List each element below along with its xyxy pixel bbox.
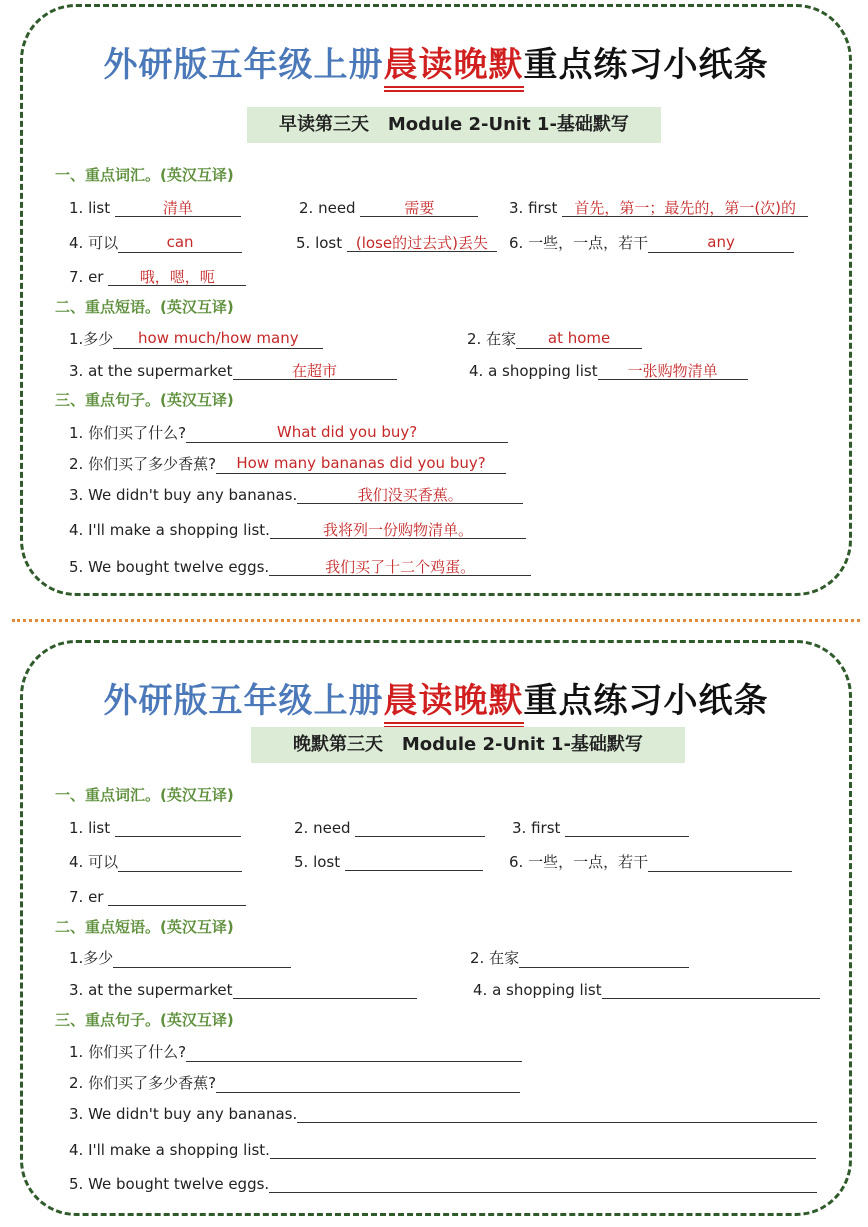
title-part-red: 晨读晚默	[384, 45, 524, 92]
answer-blank[interactable]: 首先，第一；最先的，第一(次)的	[562, 197, 808, 217]
sentence-prompt: 5. We bought twelve eggs.	[69, 558, 270, 576]
vocab-item	[299, 197, 478, 217]
sentence-prompt: 2. 你们买了多少香蕉?	[69, 1074, 217, 1092]
vocab-item	[69, 232, 242, 253]
phrase-prompt: 2. 在家	[467, 330, 517, 348]
answer-blank[interactable]	[355, 817, 485, 837]
vocab-prompt: 6. 一些，一点，若干	[509, 234, 649, 252]
sentence-item	[69, 1139, 816, 1159]
vocab-item	[509, 197, 808, 217]
title-part-red: 晨读晚默	[384, 681, 524, 728]
answer-blank[interactable]	[216, 1073, 520, 1093]
phrase-prompt: 3. at the supermarket	[69, 981, 233, 999]
title-part-blue: 外研版五年级上册	[103, 45, 384, 85]
vocab-item	[69, 886, 246, 906]
answer-blank[interactable]	[345, 851, 483, 871]
sentence-prompt: 3. We didn't buy any bananas.	[69, 1105, 298, 1123]
sentence-prompt: 4. I'll make a shopping list.	[69, 521, 270, 539]
vocab-item	[294, 851, 483, 871]
vocab-item	[509, 232, 794, 253]
evening-card	[20, 640, 852, 1216]
card-title	[23, 37, 849, 86]
vocab-item	[69, 817, 241, 837]
sentence-prompt: 1. 你们买了什么?	[69, 424, 187, 442]
answer-blank[interactable]: can	[118, 233, 242, 253]
phrase-prompt: 2. 在家	[470, 949, 520, 967]
dotted-separator	[12, 619, 860, 622]
sentence-item	[69, 1072, 520, 1093]
answer-blank[interactable]: 在超市	[233, 360, 397, 380]
vocab-prompt: 4. 可以	[69, 234, 119, 252]
vocab-prompt: 4. 可以	[69, 853, 119, 871]
answer-blank[interactable]	[648, 852, 792, 872]
vocab-prompt: 6. 一些，一点，若干	[509, 853, 649, 871]
vocab-prompt: 3. first	[512, 819, 561, 837]
answer-blank[interactable]	[115, 817, 241, 837]
phrase-prompt: 1.多少	[69, 949, 114, 967]
answer-blank[interactable]: 哦，嗯，呃	[108, 266, 246, 286]
title-part-blue: 外研版五年级上册	[103, 681, 384, 721]
section-heading-vocab: 一、重点词汇。(英汉互译)	[55, 786, 234, 804]
phrase-item	[69, 947, 291, 968]
sentence-item	[69, 1103, 817, 1123]
vocab-prompt: 1. list	[69, 199, 111, 217]
answer-blank[interactable]	[270, 1139, 816, 1159]
answer-blank[interactable]: how much/how many	[113, 329, 323, 349]
sentence-prompt: 4. I'll make a shopping list.	[69, 1141, 270, 1159]
sentence-item	[69, 453, 506, 474]
vocab-item	[69, 197, 241, 217]
sentence-item	[69, 422, 508, 443]
section-heading-sentences: 三、重点句子。(英汉互译)	[55, 391, 234, 409]
answer-blank[interactable]	[297, 1103, 817, 1123]
phrase-item	[467, 328, 642, 349]
sentence-prompt: 1. 你们买了什么?	[69, 1043, 187, 1061]
answer-blank[interactable]	[269, 1173, 817, 1193]
vocab-prompt: 5. lost	[296, 234, 343, 252]
vocab-prompt: 2. need	[294, 819, 351, 837]
sentence-item	[69, 1173, 817, 1193]
title-part-black: 重点练习小纸条	[523, 45, 769, 85]
answer-blank[interactable]	[108, 886, 246, 906]
answer-blank[interactable]: (lose的过去式)丢失	[347, 232, 497, 252]
card-subtitle: 早读第三天 Module 2-Unit 1-基础默写	[247, 107, 661, 143]
sentence-item	[69, 519, 526, 539]
answer-blank[interactable]: 我们买了十二个鸡蛋。	[269, 556, 531, 576]
vocab-item	[69, 851, 242, 872]
vocab-prompt: 3. first	[509, 199, 558, 217]
card-title	[23, 673, 849, 722]
vocab-prompt: 5. lost	[294, 853, 341, 871]
phrase-prompt: 1.多少	[69, 330, 114, 348]
phrase-item	[469, 360, 748, 380]
answer-blank[interactable]	[113, 948, 291, 968]
section-heading-sentences: 三、重点句子。(英汉互译)	[55, 1011, 234, 1029]
section-heading-vocab: 一、重点词汇。(英汉互译)	[55, 166, 234, 184]
phrase-prompt: 3. at the supermarket	[69, 362, 233, 380]
vocab-item	[512, 817, 689, 837]
answer-blank[interactable]: at home	[516, 329, 642, 349]
answer-blank[interactable]: 我们没买香蕉。	[297, 484, 523, 504]
answer-blank[interactable]	[519, 948, 689, 968]
title-part-black: 重点练习小纸条	[523, 681, 769, 721]
vocab-prompt: 7. er	[69, 268, 104, 286]
section-heading-phrases: 二、重点短语。(英汉互译)	[55, 298, 234, 316]
phrase-item	[473, 979, 820, 999]
vocab-prompt: 1. list	[69, 819, 111, 837]
phrase-item	[69, 360, 397, 380]
answer-blank[interactable]: 清单	[115, 197, 241, 217]
answer-blank[interactable]	[186, 1042, 522, 1062]
answer-blank[interactable]: How many bananas did you buy?	[216, 454, 506, 474]
vocab-prompt: 7. er	[69, 888, 104, 906]
answer-blank[interactable]: 我将列一份购物清单。	[270, 519, 526, 539]
phrase-item	[470, 947, 689, 968]
answer-blank[interactable]: 一张购物清单	[598, 360, 748, 380]
phrase-prompt: 4. a shopping list	[473, 981, 602, 999]
vocab-item	[509, 851, 792, 872]
answer-blank[interactable]	[118, 852, 242, 872]
phrase-item	[69, 979, 417, 999]
sentence-item	[69, 556, 531, 576]
section-heading-phrases: 二、重点短语。(英汉互译)	[55, 918, 234, 936]
answer-blank[interactable]	[602, 979, 820, 999]
morning-card	[20, 4, 852, 596]
answer-blank[interactable]: 需要	[360, 197, 478, 217]
answer-blank[interactable]: any	[648, 233, 794, 253]
sentence-item	[69, 1041, 522, 1062]
vocab-item	[296, 232, 497, 252]
answer-blank[interactable]: What did you buy?	[186, 423, 508, 443]
sentence-prompt: 2. 你们买了多少香蕉?	[69, 455, 217, 473]
sentence-prompt: 3. We didn't buy any bananas.	[69, 486, 298, 504]
sentence-item	[69, 484, 523, 504]
card-subtitle: 晚默第三天 Module 2-Unit 1-基础默写	[251, 727, 685, 763]
phrase-prompt: 4. a shopping list	[469, 362, 598, 380]
answer-blank[interactable]	[565, 817, 689, 837]
answer-blank[interactable]	[233, 979, 417, 999]
sentence-prompt: 5. We bought twelve eggs.	[69, 1175, 270, 1193]
vocab-item	[69, 266, 246, 286]
vocab-prompt: 2. need	[299, 199, 356, 217]
phrase-item	[69, 328, 323, 349]
vocab-item	[294, 817, 485, 837]
